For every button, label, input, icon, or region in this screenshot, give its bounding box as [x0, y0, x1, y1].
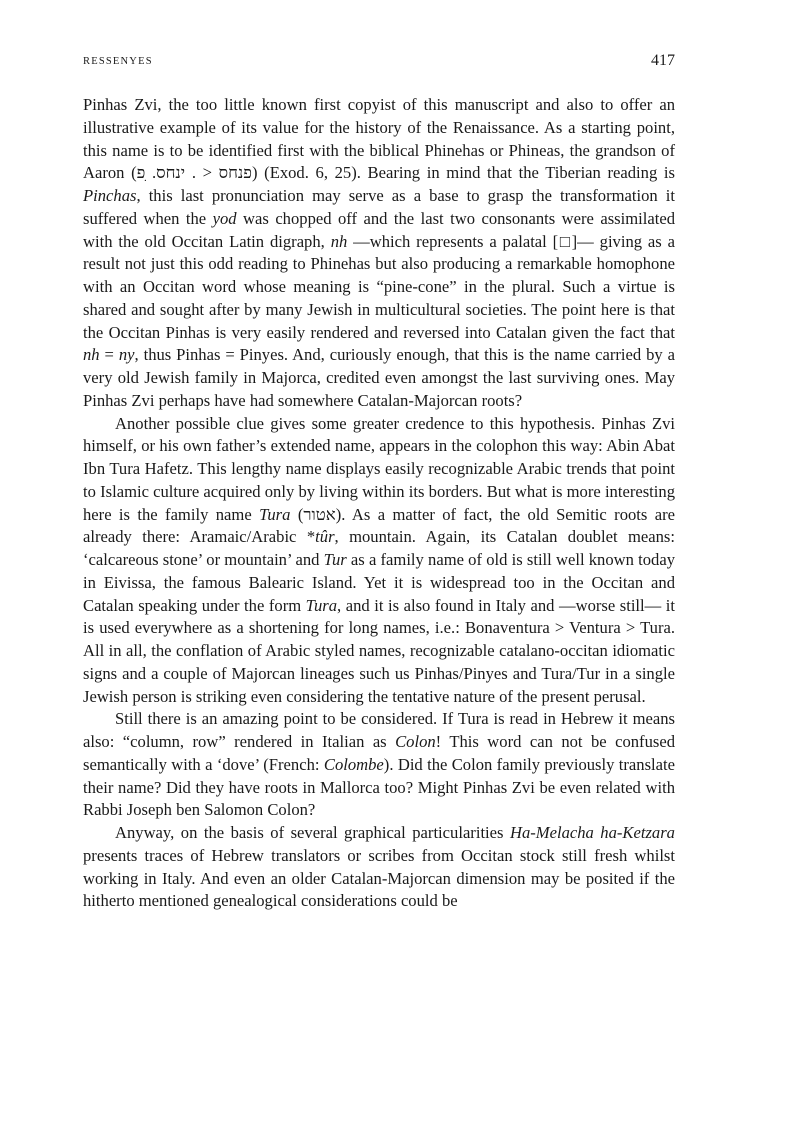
text-run: , this last pronunciation may serve as a base to grasp the transformation it suffered when the — [83, 186, 675, 228]
text-run: ! This word can not be confused semantically with a ‘dove’ (French: — [83, 732, 675, 774]
text-run: , mountain. Again, its Catalan doublet means: ‘calcareous stone’ or mountain’ and — [83, 527, 675, 569]
text-run: ( — [290, 504, 304, 524]
italic-term: nh — [83, 345, 100, 365]
text-run: , thus Pinhas = Pinyes. And, curiously enough, that this is the name carried by a very old Jewish family in Majorca, credited even amongst the last surviving ones. May Pinhas Zvi perhaps have had somewhere Catalan-Majorcan roots? — [83, 345, 676, 410]
italic-term: tûr — [315, 527, 335, 547]
text-run: Still there is an amazing point to be considered. If Tura is read in Hebrew it means also: “column, row” rendered in Italian as — [83, 709, 675, 751]
text-run: as a family name of old is still well known today in Eivissa, the famous Balearic Island. Yet it is widespread too in the Occitan and Catalan speaking under the form — [83, 550, 676, 615]
paragraph — [83, 94, 675, 413]
page-header — [83, 52, 675, 74]
paragraph — [83, 822, 675, 913]
italic-term: nh — [330, 231, 348, 251]
hebrew-term: אטור — [303, 504, 336, 524]
italic-term: Colombe — [323, 754, 384, 774]
text-run: ). Did the Colon family previously translate their name? Did they have roots in Mallorca too? Might Pinhas Zvi be even related with Rabbi Joseph ben Salomon Colon? — [83, 754, 675, 820]
page-number: 417 — [651, 52, 675, 69]
hebrew-term: פנחס < . ינחס. ִפ — [136, 163, 252, 183]
text-run: was chopped off and the last two consonants were assimilated with the old Occitan Latin digraph, — [83, 208, 675, 251]
text-run: = — [99, 345, 119, 365]
italic-term: Colon — [395, 732, 436, 751]
text-run: ). As a matter of fact, the old Semitic roots are already there: Aramaic/Arabic * — [83, 504, 675, 547]
italic-term: ny — [118, 345, 135, 365]
italic-term: Tur — [323, 550, 347, 569]
paragraph — [83, 413, 675, 709]
paragraph — [83, 708, 675, 822]
running-head: RESSENYES — [83, 56, 153, 67]
text-run: , and it is also found in Italy and —worse still— it is used everywhere as a shortening for long names, i.e.: Bonaventura > Ventura > Tura. All in all, the conflation of Arabic styled names, recognizable catalano-occitan idiomatic signs and a couple of Majorcan lineages such us Pinhas/Pinyes and Tura/Tur in a single Jewish person is striking even considering the tentative nature of the present perusal. — [83, 595, 676, 706]
body-text — [83, 94, 675, 913]
italic-term: Tura — [259, 504, 291, 524]
italic-term: Ha-Melacha ha-Ketzara — [509, 823, 675, 842]
text-run: Another possible clue gives some greater credence to this hypothesis. Pinhas Zvi himself, or his own father’s extended name, appears in the colophon this way: Abin Abat Ibn Tura Hafetz. This lengthy name displays easily recognizable Arabic trends that point to Islamic culture acquired only by living within its borders. But what is more interesting here is the family name — [83, 413, 675, 524]
text-run: —which represents a palatal [□]— giving as a result not just this odd reading to Phinehas but also producing a remarkable homophone with an Occitan word whose meaning is “pine-cone” in the plural. Such a virtue is shared and sought after by many Jewish in multicultural societies. The point here is that the Occitan Pinhas is very easily rendered and reversed into Catalan given the fact that — [83, 231, 675, 342]
text-run: presents traces of Hebrew translators or scribes from Occitan stock still fresh whilst working in Italy. And even an older Catalan-Majorcan dimension may be posited if the hitherto mentioned genealogical considerations could be — [83, 845, 675, 911]
text-run: Pinhas Zvi, the too little known first copyist of this manuscript and also to offer an illustrative example of its value for the history of the Renaissance. As a starting point, this name is to be identified first with the biblical Phinehas or Phineas, the grandson of Aaron ( — [83, 95, 675, 183]
italic-term: Pinchas — [83, 186, 137, 205]
italic-term: Tura — [305, 595, 338, 615]
italic-term: yod — [212, 208, 237, 228]
text-run: Anyway, on the basis of several graphical particularities — [115, 823, 510, 842]
text-run: ) (Exod. 6, 25). Bearing in mind that the Tiberian reading is — [251, 163, 675, 183]
